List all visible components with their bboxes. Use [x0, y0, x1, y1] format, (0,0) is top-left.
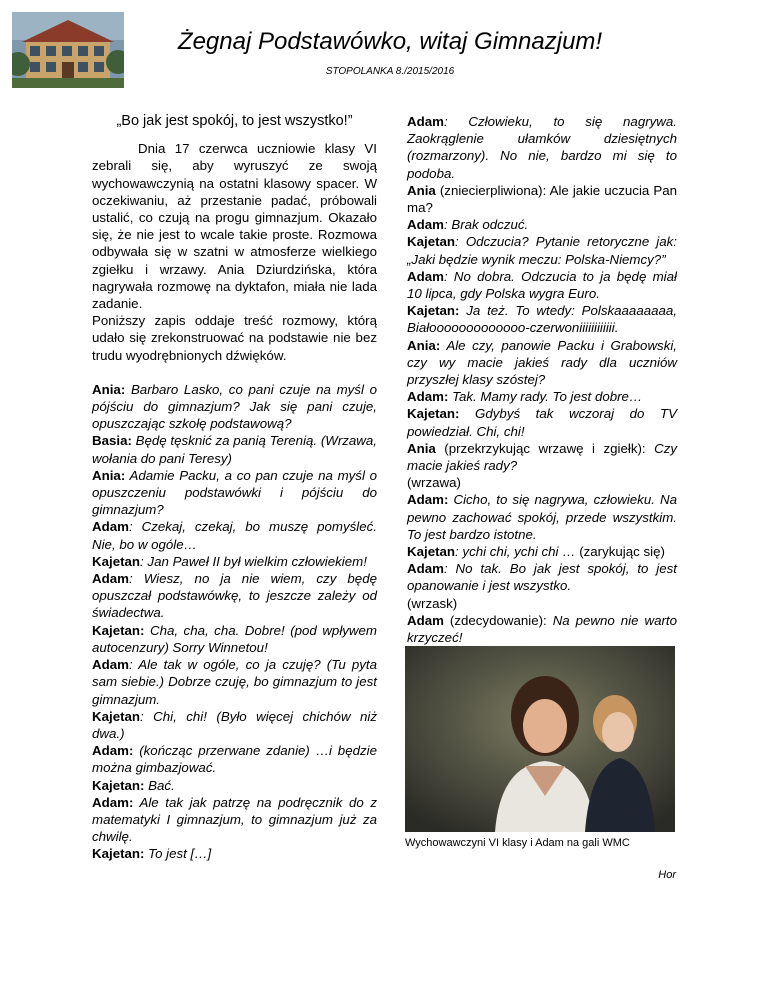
dialogue-left	[92, 381, 377, 863]
dialogue-text: Adamie Packu, a co pan czuje na myśl o opuszczeniu podstawówki i pójściu do gimnazjum?	[92, 467, 377, 518]
speaker-name: Kajetan:	[92, 622, 145, 638]
dialogue-line	[92, 553, 377, 570]
speaker-name: Adam	[407, 217, 444, 233]
speaker-name: Kajetan	[92, 708, 141, 724]
dialogue-line	[92, 708, 377, 742]
dialogue-text: (przekrzykując wrzawę i zgiełk):	[435, 440, 655, 456]
speaker-name: Kajetan:	[407, 303, 460, 319]
dialogue-line	[92, 845, 377, 862]
dialogue-text: : No dobra. Odczucia to ja będę miał 10 lipca, gdy Polska wygra Euro.	[407, 268, 677, 302]
dialogue-text: : Brak odczuć.	[443, 217, 529, 233]
dialogue-line	[407, 337, 677, 389]
photo-caption: Wychowawczyni VI klasy i Adam na gali WMC	[405, 837, 630, 849]
speaker-name: Adam	[92, 657, 129, 673]
speaker-name: Adam	[407, 561, 444, 577]
dialogue-text: Tak. Mamy rady. To jest dobre…	[448, 389, 643, 405]
dialogue-text-tail: Na pewno nie warto krzyczeć!	[407, 612, 677, 646]
dialogue-line	[407, 182, 677, 216]
dialogue-line	[407, 491, 677, 543]
dialogue-line	[407, 388, 677, 405]
dialogue-text: Cicho, to się nagrywa, człowieku. Na pewno zachować spokój, przede wszystkim. To jest bardzo istotne.	[407, 492, 677, 542]
speaker-name: Kajetan	[407, 234, 456, 250]
left-column	[92, 113, 377, 863]
dialogue-line	[92, 742, 377, 776]
dialogue-text: : Człowieku, to się nagrywa. Zaokrąglenie ułamków dziesiętnych (rozmarzony). No nie, bardzo mi się to podoba.	[407, 114, 677, 181]
right-column	[407, 113, 677, 646]
speaker-name: Adam:	[407, 389, 449, 405]
page-title: Żegnaj Podstawówko, witaj Gimnazjum!	[177, 28, 603, 55]
dialogue-line	[92, 656, 377, 708]
dialogue-text: Barbaro Lasko, co pani czuje na myśl o pójściu do gimnazjum? Jak się pani czuje, opuszczając szkołę podstawową?	[92, 381, 377, 432]
dialogue-line	[92, 432, 377, 466]
dialogue-text: : Ale tak w ogóle, co ja czuję? (Tu pyta sam siebie.) Dobrze czuję, bo gimnazjum to jest gimnazjum.	[92, 657, 377, 707]
dialogue-text: (zdecydowanie):	[443, 612, 553, 628]
speaker-name: Ania	[407, 440, 436, 456]
speaker-name: Kajetan:	[92, 777, 145, 793]
speaker-name: Ania:	[92, 467, 126, 483]
speaker-name: Basia:	[92, 433, 132, 449]
dialogue-line	[407, 113, 677, 182]
dialogue-line	[407, 543, 677, 560]
speaker-name: Adam	[407, 268, 444, 284]
dialogue-text: (zniecierpliwiona): Ale jakie uczucia Pan ma?	[407, 182, 677, 216]
speaker-name: Kajetan	[92, 553, 141, 569]
dialogue-text: (wrzask)	[407, 595, 458, 611]
dialogue-text: To jest […]	[144, 846, 212, 862]
dialogue-line	[407, 216, 677, 233]
dialogue-text-tail: Czy macie jakieś rady?	[407, 440, 677, 474]
speaker-name: Ania	[407, 182, 436, 198]
dialogue-text: Gdybyś tak wczoraj do TV powiedział. Chi, chi!	[407, 406, 677, 439]
dialogue-text: Ale tak jak patrzę na podręcznik do z matematyki I gimnazjum, to gimnazjum już za chwilę.	[92, 794, 377, 845]
speaker-name: Kajetan:	[92, 846, 145, 862]
dialogue-text: Będę tęsknić za panią Terenią. (Wrzawa, wołania do pani Teresy)	[92, 433, 377, 466]
dialogue-text: Bać.	[144, 777, 175, 793]
speaker-name: Ania:	[92, 381, 126, 397]
dialogue-line	[407, 612, 677, 646]
dialogue-text: Cha, cha, cha. Dobre! (pod wpływem autocenzury) Sorry Winnetou!	[92, 622, 377, 655]
dialogue-text: (wrzawa)	[407, 475, 461, 491]
dialogue-line	[407, 560, 677, 594]
speaker-name: Adam	[92, 519, 129, 535]
photo-icon	[405, 646, 675, 832]
dialogue-line	[92, 794, 377, 846]
dialogue-text: : No tak. Bo jak jest spokój, to jest opanowanie i jest wszystko.	[407, 561, 677, 594]
intro-paragraph-2: Poniższy zapis oddaje treść rozmowy, którą udało się zrekonstruować na podstawie nie bez trudu wyodrębnionych dźwięków.	[92, 313, 377, 363]
speaker-name: Kajetan:	[407, 406, 460, 422]
speaker-name: Ania:	[407, 337, 441, 353]
dialogue-text: : Odczucia? Pytanie retoryczne jak: „Jaki będzie wynik meczu: Polska-Niemcy?”	[407, 234, 677, 267]
dialogue-text: (kończąc przerwane zdanie) …i będzie można gimbazjować.	[92, 743, 377, 776]
speaker-name: Adam	[407, 612, 444, 628]
dialogue-line	[92, 622, 377, 656]
dialogue-line	[92, 570, 377, 622]
dialogue-text: : Wiesz, no ja nie wiem, czy będę opuszczał podstawówkę, to jeszcze zależy od świadectwa.	[92, 571, 377, 621]
intro-paragraph: Dnia 17 czerwca uczniowie klasy VI zebrali się, aby wyruszyć ze swoją wychowawczynią na ostatni klasowy spacer. W oczekiwaniu, aż przestanie padać, próbowali ustalić, co czują na progu gimnazjum. Okazało się, że nie jest to wcale takie proste. Rozmowa odbywała się w szatni w atmosferze wielkiego zgiełku i wrzawy. Ania Dziurdzińska, która nagrywała rozmowę na dyktafon, miała nie lada zadanie.	[92, 141, 377, 312]
dialogue-stage-direction: (zarykując się)	[579, 544, 665, 560]
speaker-name: Adam:	[92, 794, 134, 810]
dialogue-line	[92, 518, 377, 552]
school-logo-icon	[12, 12, 124, 88]
speaker-name: Adam:	[92, 743, 134, 759]
dialogue-line	[92, 777, 377, 794]
dialogue-text: : ychi chi, ychi chi …	[455, 544, 580, 560]
dialogue-text: : Czekaj, czekaj, bo muszę pomyśleć. Nie, bo w ogóle…	[92, 519, 377, 552]
dialogue-line	[407, 474, 677, 491]
article-quote: „Bo jak jest spokój, to jest wszystko!”	[116, 113, 353, 129]
speaker-name: Adam:	[407, 492, 449, 508]
dialogue-right	[407, 113, 677, 646]
author-signature: Hor	[658, 869, 676, 881]
dialogue-text: : Jan Paweł II był wielkim człowiekiem!	[140, 553, 367, 569]
speaker-name: Adam	[92, 571, 129, 587]
speaker-name: Adam	[407, 114, 444, 129]
dialogue-text: : Chi, chi! (Było więcej chichów niż dwa.)	[92, 708, 377, 741]
dialogue-line	[407, 405, 677, 439]
dialogue-line	[92, 467, 377, 519]
dialogue-line	[407, 268, 677, 302]
issue-subtitle: STOPOLANKA 8./2015/2016	[325, 66, 455, 77]
dialogue-line	[407, 302, 677, 336]
dialogue-text: Ja też. To wtedy: Polskaaaaaaaa, Białooooooooooooo-czerwoniiiiiiiiiiii.	[407, 303, 677, 336]
dialogue-line	[92, 381, 377, 433]
speaker-name: Kajetan	[407, 544, 456, 560]
dialogue-line	[407, 233, 677, 267]
dialogue-text: Ale czy, panowie Packu i Grabowski, czy wy macie jakieś rady dla uczniów przyszłej klasy szóstej?	[407, 337, 677, 388]
dialogue-line	[407, 595, 677, 612]
dialogue-line	[407, 440, 677, 474]
